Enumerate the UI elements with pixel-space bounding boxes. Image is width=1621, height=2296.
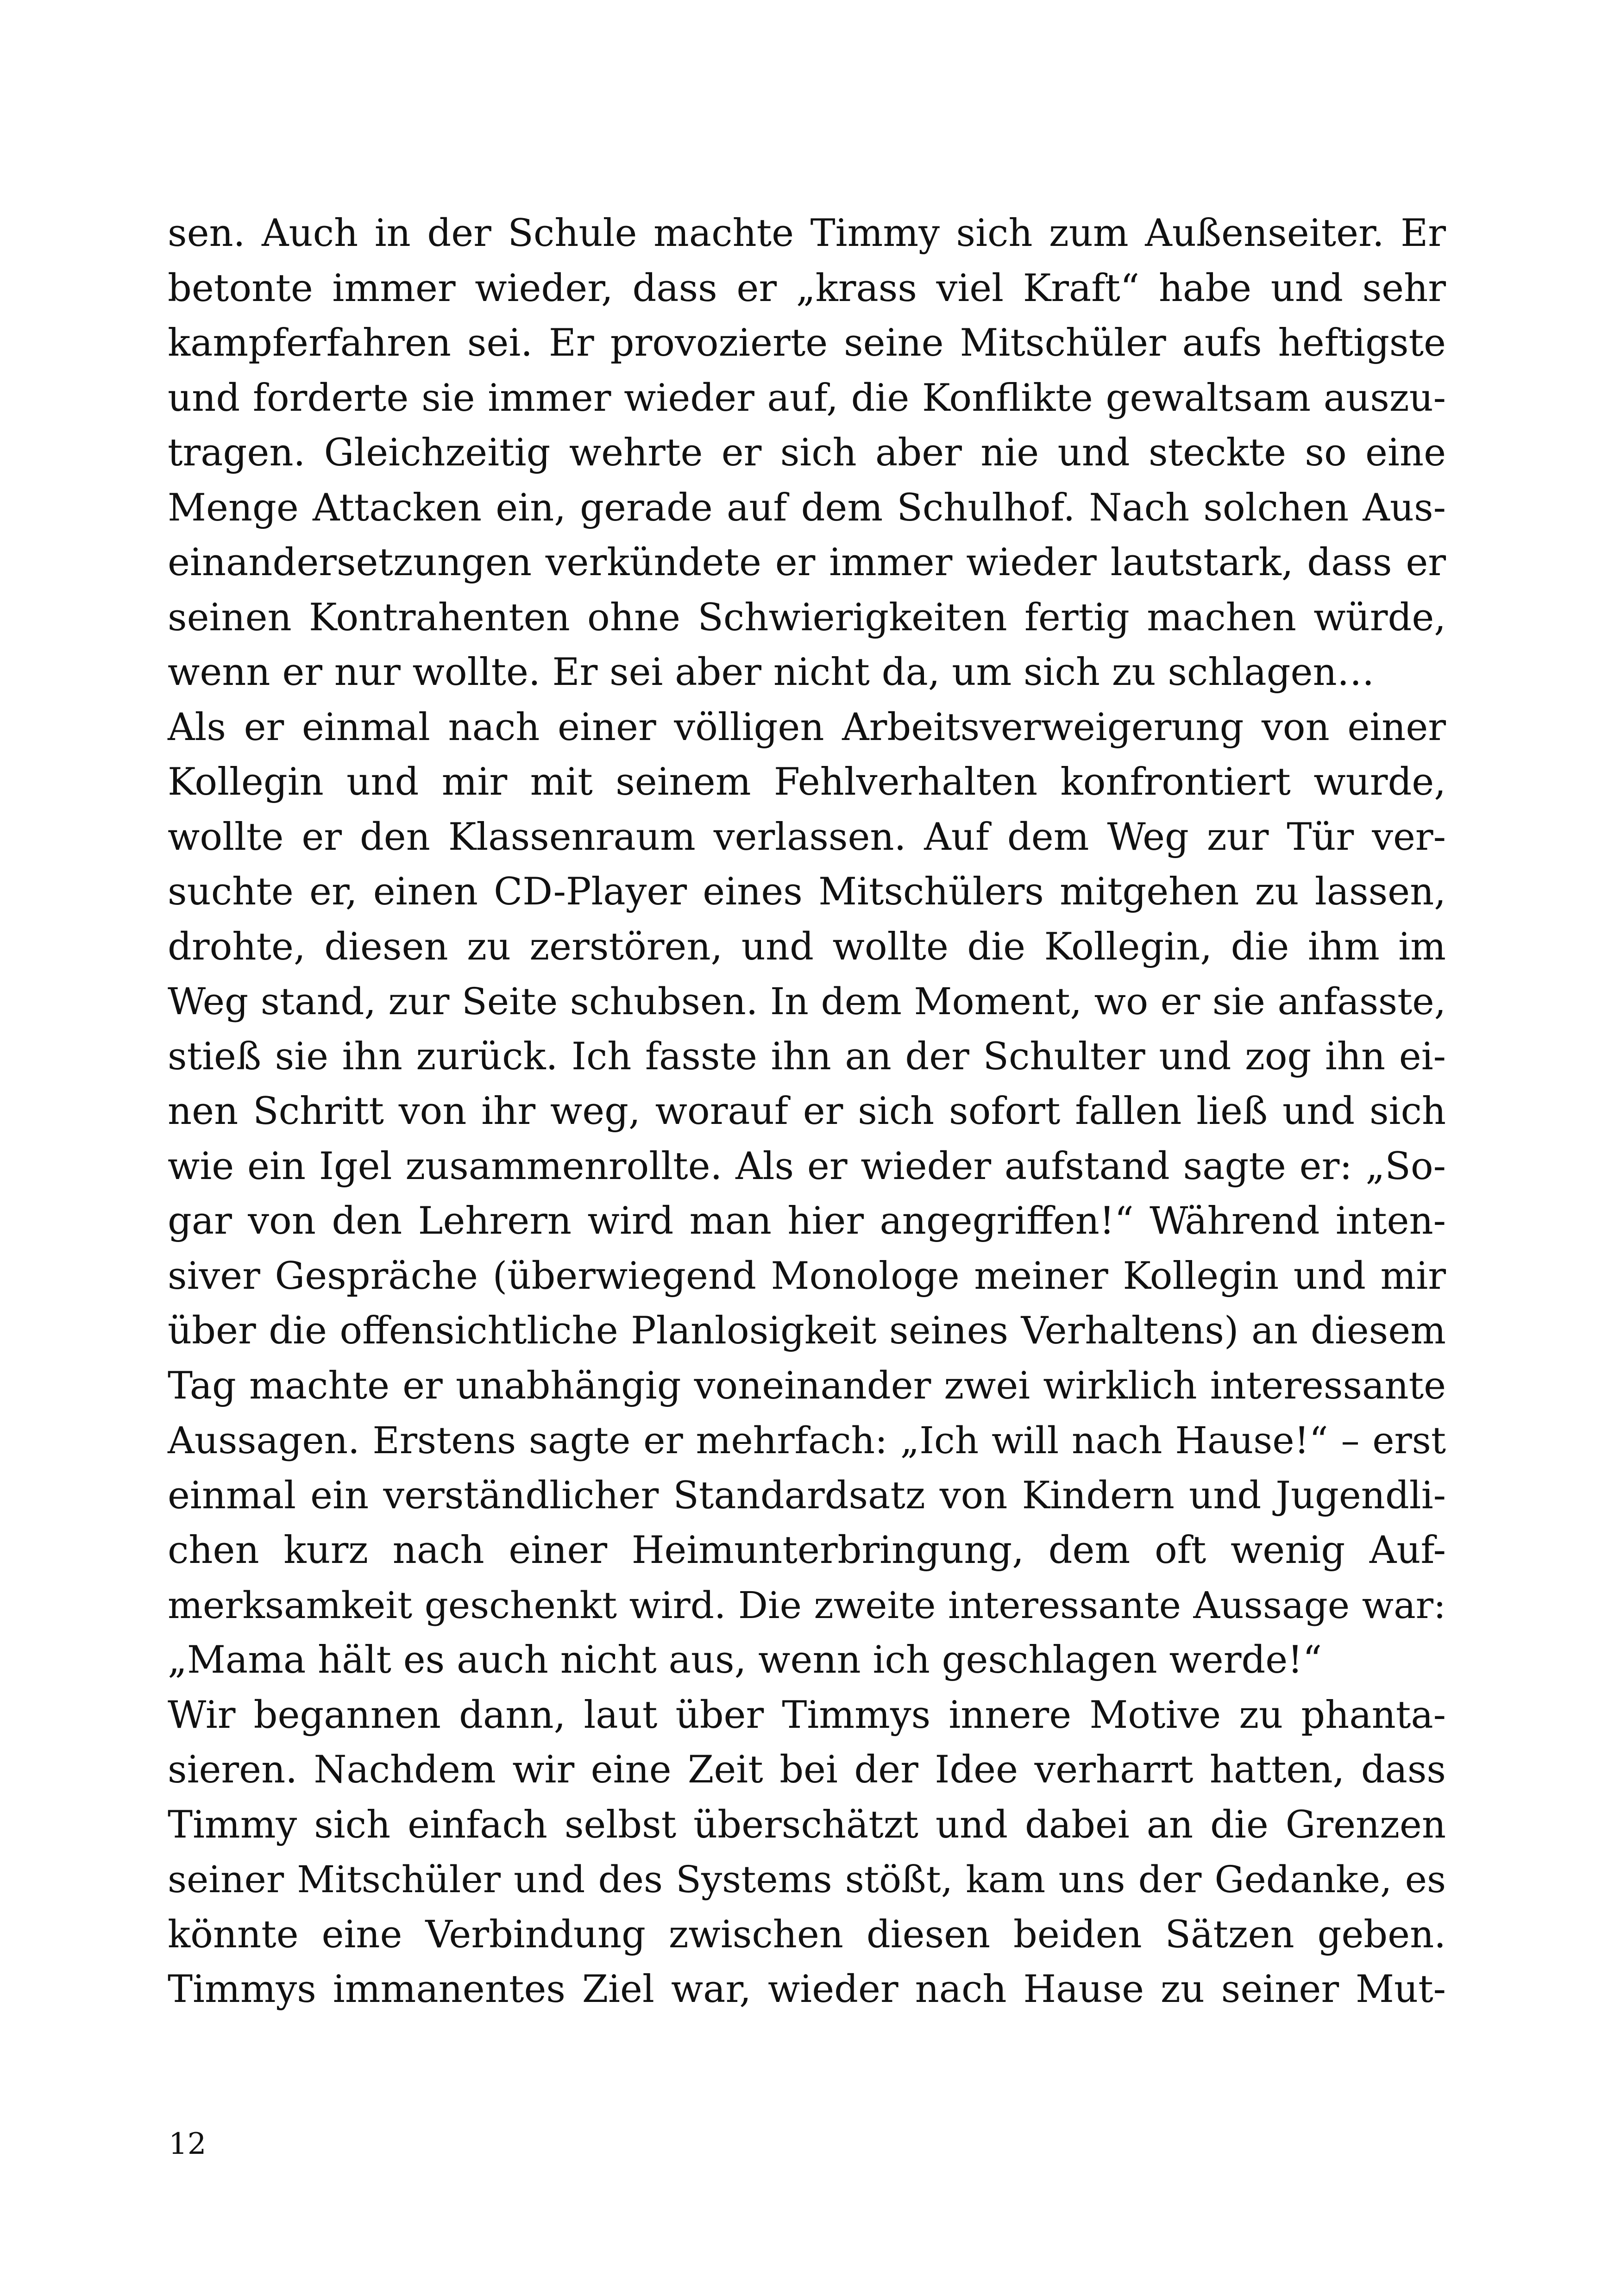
text-line: Wir begannen dann, laut über Timmys innere Motive zu phanta- (168, 1693, 1446, 1737)
text-line: suchte er, einen CD-Player eines Mitschülers mitgehen zu lassen, (168, 870, 1446, 914)
text-line: seinen Kontrahenten ohne Schwierigkeiten fertig machen würde, (168, 596, 1446, 640)
text-line: einandersetzungen verkündete er immer wieder lautstark, dass er (168, 541, 1446, 584)
text-line: und forderte sie immer wieder auf, die Konflikte gewaltsam auszu- (168, 376, 1446, 420)
text-line: Weg stand, zur Seite schubsen. In dem Moment, wo er sie anfasste, (168, 980, 1446, 1023)
text-line: Aussagen. Erstens sagte er mehrfach: „Ich will nach Hause!“ – erst (168, 1419, 1446, 1462)
text-line: einmal ein verständlicher Standardsatz von Kindern und Jugendli- (168, 1474, 1446, 1518)
text-line: Tag machte er unabhängig voneinander zwei wirklich interessante (168, 1364, 1446, 1408)
text-line: Als er einmal nach einer völligen Arbeitsverweigerung von einer (168, 705, 1446, 749)
body-text (168, 206, 1446, 2017)
text-line: Kollegin und mir mit seinem Fehlverhalten konfrontiert wurde, (168, 760, 1446, 804)
text-line: wenn er nur wollte. Er sei aber nicht da, um sich zu schlagen… (168, 651, 1375, 694)
text-line: stieß sie ihn zurück. Ich fasste ihn an der Schulter und zog ihn ei- (168, 1035, 1446, 1079)
text-line: kampferfahren sei. Er provozierte seine Mitschüler aufs heftigste (168, 321, 1446, 365)
text-line: merksamkeit geschenkt wird. Die zweite interessante Aussage war: (168, 1583, 1446, 1627)
text-line: seiner Mitschüler und des Systems stößt, kam uns der Gedanke, es (168, 1858, 1446, 1901)
text-line: gar von den Lehrern wird man hier angegriffen!“ Während inten- (168, 1199, 1446, 1243)
text-line: „Mama hält es auch nicht aus, wenn ich geschlagen werde!“ (168, 1638, 1322, 1682)
text-line: sen. Auch in der Schule machte Timmy sich zum Außenseiter. Er (168, 212, 1446, 255)
text-line: wollte er den Klassenraum verlassen. Auf dem Weg zur Tür ver- (168, 815, 1446, 859)
text-line: betonte immer wieder, dass er „krass viel Kraft“ habe und sehr (168, 266, 1446, 310)
text-line: sieren. Nachdem wir eine Zeit bei der Idee verharrt hatten, dass (168, 1748, 1446, 1792)
text-line: wie ein Igel zusammenrollte. Als er wieder aufstand sagte er: „So- (168, 1144, 1446, 1188)
text-line: nen Schritt von ihr weg, worauf er sich sofort fallen ließ und sich (168, 1090, 1446, 1133)
text-line: chen kurz nach einer Heimunterbringung, dem oft wenig Auf- (168, 1529, 1446, 1572)
text-line: siver Gespräche (überwiegend Monologe meiner Kollegin und mir (168, 1254, 1446, 1298)
text-line: könnte eine Verbindung zwischen diesen beiden Sätzen geben. (168, 1913, 1446, 1957)
text-line: Menge Attacken ein, gerade auf dem Schulhof. Nach solchen Aus- (168, 486, 1446, 530)
text-line: Timmys immanentes Ziel war, wieder nach Hause zu seiner Mut- (168, 1968, 1446, 2011)
text-line: Timmy sich einfach selbst überschätzt und dabei an die Grenzen (168, 1803, 1446, 1847)
text-line: drohte, diesen zu zerstören, und wollte die Kollegin, die ihm im (168, 925, 1446, 969)
page-number: 12 (169, 2127, 207, 2161)
text-line: tragen. Gleichzeitig wehrte er sich aber nie und steckte so eine (168, 431, 1446, 475)
text-line: über die offensichtliche Planlosigkeit seines Verhaltens) an diesem (168, 1309, 1446, 1353)
